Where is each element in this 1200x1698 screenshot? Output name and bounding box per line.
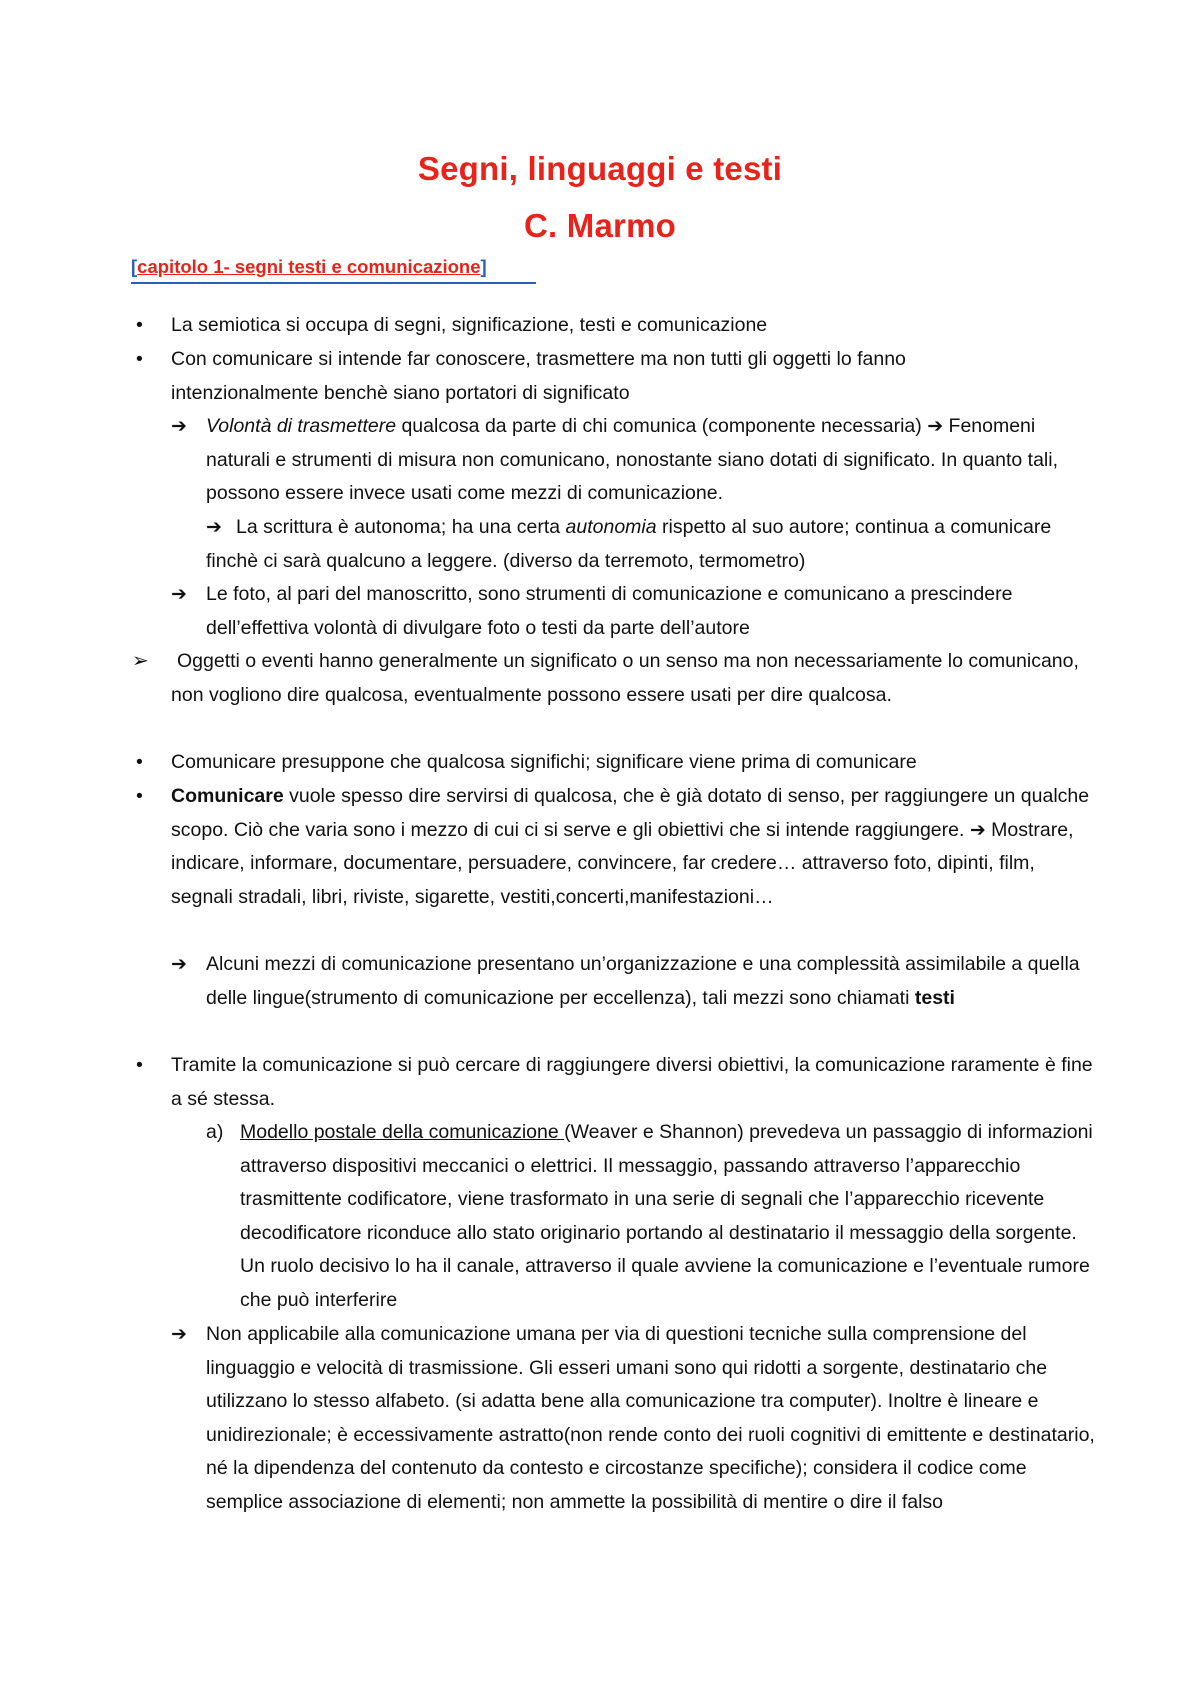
- document-title: Segni, linguaggi e testi: [417, 150, 783, 187]
- paragraph-text: Fenomeni naturali e strumenti di misura non comunicano, nonostante siano dotati di significato. In quanto tali, possono essere invece usati come mezzi di comunicazione.: [206, 415, 1059, 505]
- paragraph: [206, 948, 1086, 1015]
- paragraph-text: Mostrare, indicare, informare, documentare, persuadere, convincere, far credere… attraverso foto, dipinti, film, segnali stradali, libri, riviste, sigarette, vestiti,concerti,manifestazioni…: [171, 818, 1074, 908]
- paragraph: Con comunicare si intende far conoscere, trasmettere ma non tutti gli oggetti lo fanno intenzionalmente benchè siano portatori di significato: [171, 348, 906, 404]
- arrow-icon: ➔: [927, 415, 944, 437]
- paragraph-text: qualcosa da parte di chi comunica (componente necessaria): [396, 415, 928, 437]
- bold-term: testi: [914, 986, 955, 1009]
- chapter-heading-text: capitolo 1- segni testi e comunicazione: [137, 256, 481, 277]
- paragraph-text: Alcuni mezzi di comunicazione presentano un’organizzazione e una complessità assimilabile a quella delle lingue(strumento di comunicazione per eccellenza), tali mezzi sono chiamati: [206, 953, 1080, 1009]
- bold-term: Comunicare: [171, 785, 284, 807]
- list-label: a): [206, 1121, 224, 1143]
- emphasis-text: Volontà di trasmettere: [206, 415, 397, 437]
- paragraph-text: vuole spesso dire servirsi di qualcosa, che è già dotato di senso, per raggiungere un qualche scopo. Ciò che varia sono i mezzo di cui ci si serve e gli obiettivi che si intende raggiungere.: [171, 785, 1090, 841]
- arrow-icon: ➔: [171, 415, 187, 437]
- paragraph: Le foto, al pari del manoscritto, sono strumenti di comunicazione e comunicano a prescindere dell’effettiva volontà di divulgare foto o testi da parte dell’autore: [206, 583, 1013, 639]
- paragraph: [171, 780, 1096, 914]
- arrow-icon: ➔: [171, 1323, 187, 1345]
- paragraph-text: La scrittura è autonoma; ha una certa: [236, 516, 566, 538]
- bullet-icon: •: [136, 785, 143, 807]
- triangle-bullet-icon: ➢: [132, 650, 149, 672]
- bullet-icon: •: [136, 348, 143, 370]
- chapter-underline: [131, 282, 536, 284]
- bullet-icon: •: [136, 751, 143, 773]
- arrow-icon: ➔: [969, 818, 986, 841]
- paragraph: Comunicare presuppone che qualcosa significhi; significare viene prima di comunicare: [171, 751, 917, 773]
- chapter-heading: [131, 256, 487, 278]
- arrow-icon: ➔: [206, 516, 222, 538]
- arrow-icon: ➔: [171, 583, 187, 605]
- bullet-icon: •: [136, 1054, 143, 1076]
- chapter-bracket-close: ]: [480, 256, 487, 277]
- paragraph: Tramite la comunicazione si può cercare di raggiungere diversi obiettivi, la comunicazione raramente è fine a sé stessa.: [171, 1054, 1093, 1110]
- chapter-bracket-open: [: [131, 256, 138, 277]
- bullet-icon: •: [136, 314, 143, 336]
- document-author: C. Marmo: [524, 207, 676, 244]
- paragraph: [240, 1116, 1100, 1318]
- paragraph: Non applicabile alla comunicazione umana per via di questioni tecniche sulla comprensione del linguaggio e velocità di trasmissione. Gli esseri umani sono qui ridotti a sorgente, destinatario che utilizzano lo stesso alfabeto. (si adatta bene alla comunicazione tra computer). Inoltre è lineare e unidirezionale; è eccessivamente astratto(non rende conto dei ruoli cognitivi di emittente e destinatario, né la dipendenza del contenuto da contesto e circostanze specifiche); considera il codice come semplice associazione di elementi; non ammette la possibilità di mentire o dire il falso: [206, 1323, 1095, 1513]
- paragraph-text: rispetto al suo autore; continua a comunicare finchè ci sarà qualcuno a leggere. (diverso da terremoto, termometro): [206, 516, 1052, 572]
- paragraph: Oggetti o eventi hanno generalmente un significato o un senso ma non necessariamente lo comunicano, non vogliono dire qualcosa, eventualmente possono essere usati per dire qualcosa.: [171, 650, 1079, 706]
- paragraph: [206, 511, 1086, 578]
- paragraph-text: (Weaver e Shannon) prevedeva un passaggio di informazioni attraverso dispositivi meccanici o elettrici. Il messaggio, passando attraverso l’apparecchio trasmittente codificatore, viene trasformato in una serie di segnali che l’apparecchio ricevente decodificatore riconduce allo stato originario portando al destinatario il messaggio della sorgente. Un ruolo decisivo lo ha il canale, attraverso il quale avviene la comunicazione e l’eventuale rumore che può interferire: [240, 1121, 1093, 1311]
- emphasis-text: autonomia: [565, 516, 657, 538]
- paragraph: [206, 410, 1081, 511]
- underlined-heading: Modello postale della comunicazione: [240, 1121, 565, 1143]
- paragraph: La semiotica si occupa di segni, significazione, testi e comunicazione: [171, 314, 768, 336]
- arrow-icon: ➔: [171, 953, 187, 975]
